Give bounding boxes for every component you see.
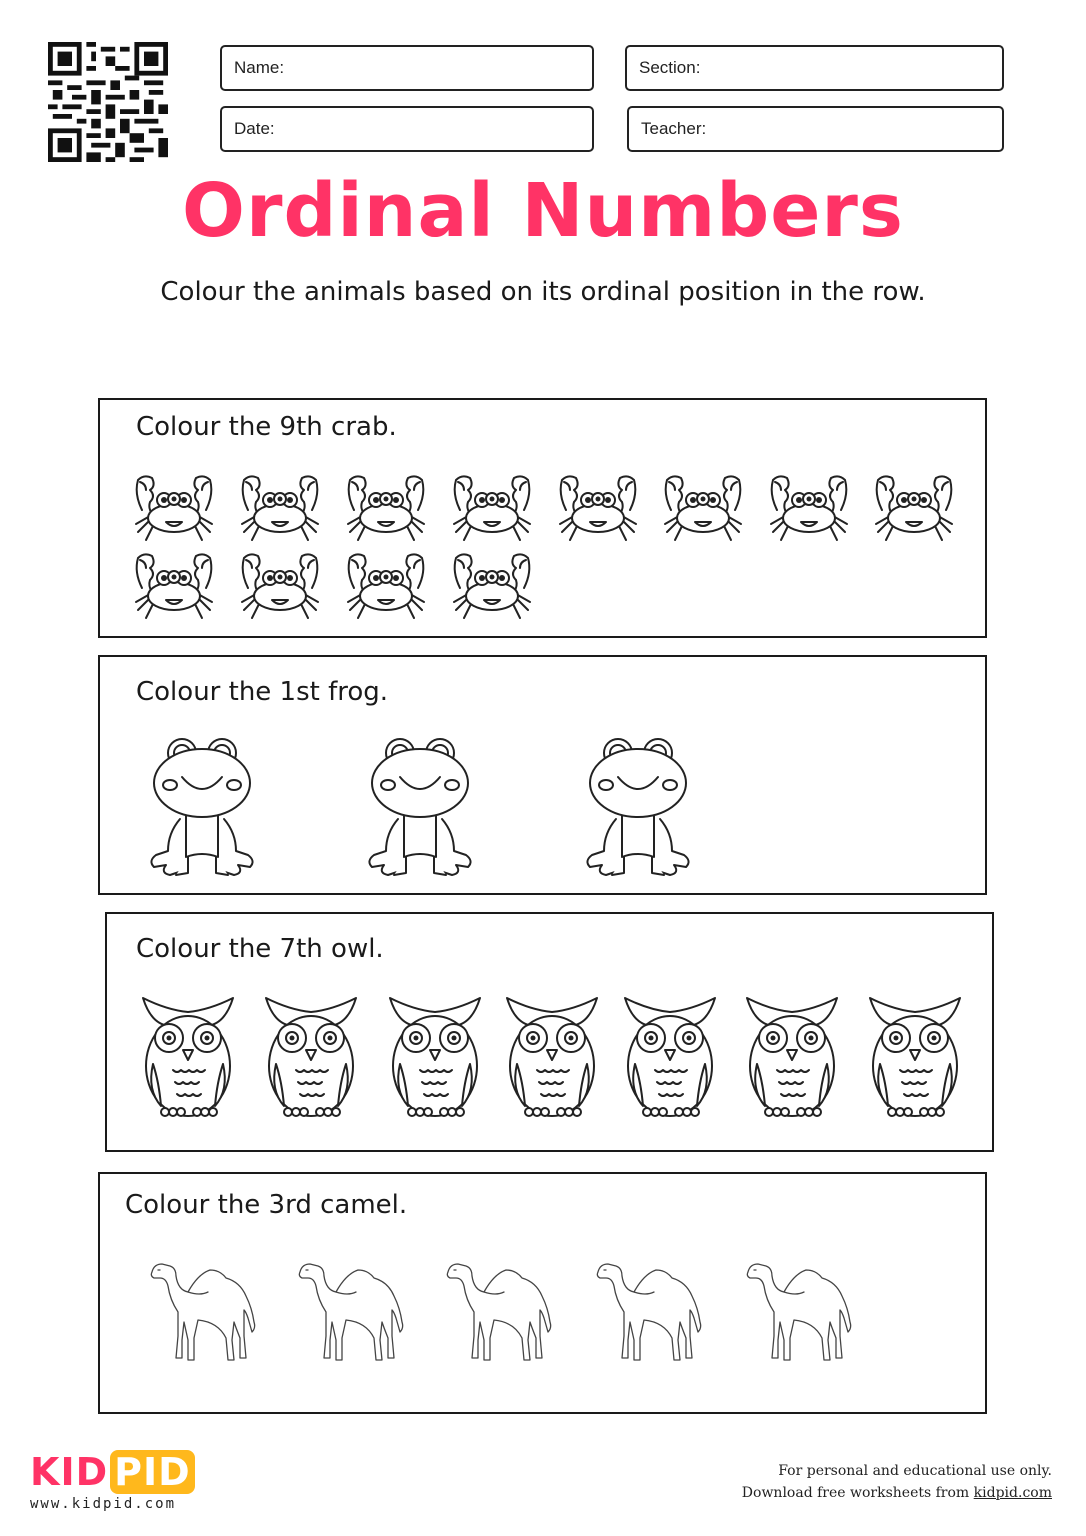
exercise-box-owl [105, 912, 994, 1152]
camel-icon [444, 1256, 560, 1364]
footer-note [742, 1460, 1052, 1504]
owl-icon [503, 994, 601, 1122]
crab-icon [128, 550, 220, 624]
crab-icon [552, 472, 644, 546]
crab-icon [868, 472, 960, 546]
qr-code-icon [48, 42, 168, 162]
exercise-prompt: Colour the 3rd camel. [125, 1190, 408, 1220]
kidpid-logo [30, 1452, 195, 1512]
exercise-prompt: Colour the 7th owl. [136, 934, 384, 964]
crab-icon [763, 472, 855, 546]
owl-icon [139, 994, 237, 1122]
exercise-box-crab [98, 398, 987, 638]
logo-brand-main: KID [30, 1450, 109, 1494]
owl-icon [866, 994, 964, 1122]
section-label: Section: [639, 58, 701, 77]
logo-url: www.kidpid.com [30, 1496, 177, 1512]
footer-line-2-prefix: Download free worksheets from [741, 1485, 974, 1501]
crab-icon [340, 472, 432, 546]
page-title: Ordinal Numbers [182, 168, 904, 254]
owl-icon [386, 994, 484, 1122]
crab-icon [234, 550, 326, 624]
frog-icon [364, 733, 476, 881]
exercise-box-frog [98, 655, 987, 895]
footer-line-1: For personal and educational use only. [778, 1463, 1052, 1479]
logo-brand-accent: PID [110, 1450, 195, 1494]
camel-icon [744, 1256, 860, 1364]
name-label: Name: [234, 58, 285, 77]
section-field[interactable] [625, 45, 1004, 91]
crab-icon [128, 472, 220, 546]
owl-icon [262, 994, 360, 1122]
owl-icon [621, 994, 719, 1122]
crab-icon [234, 472, 326, 546]
teacher-label: Teacher: [641, 119, 707, 138]
teacher-field[interactable] [627, 106, 1004, 152]
camel-icon [296, 1256, 412, 1364]
exercise-prompt: Colour the 9th crab. [136, 412, 397, 442]
frog-icon [582, 733, 694, 881]
crab-icon [446, 472, 538, 546]
camel-icon [148, 1256, 264, 1364]
crab-icon [446, 550, 538, 624]
exercise-prompt: Colour the 1st frog. [136, 677, 389, 707]
camel-icon [594, 1256, 710, 1364]
date-field[interactable] [220, 106, 594, 152]
frog-icon [146, 733, 258, 881]
owl-icon [743, 994, 841, 1122]
crab-icon [340, 550, 432, 624]
footer-link[interactable]: kidpid.com [973, 1485, 1052, 1501]
exercise-box-camel [98, 1172, 987, 1414]
instruction-text: Colour the animals based on its ordinal position in the row. [160, 277, 926, 307]
crab-icon [657, 472, 749, 546]
date-label: Date: [234, 119, 275, 138]
name-field[interactable] [220, 45, 594, 91]
